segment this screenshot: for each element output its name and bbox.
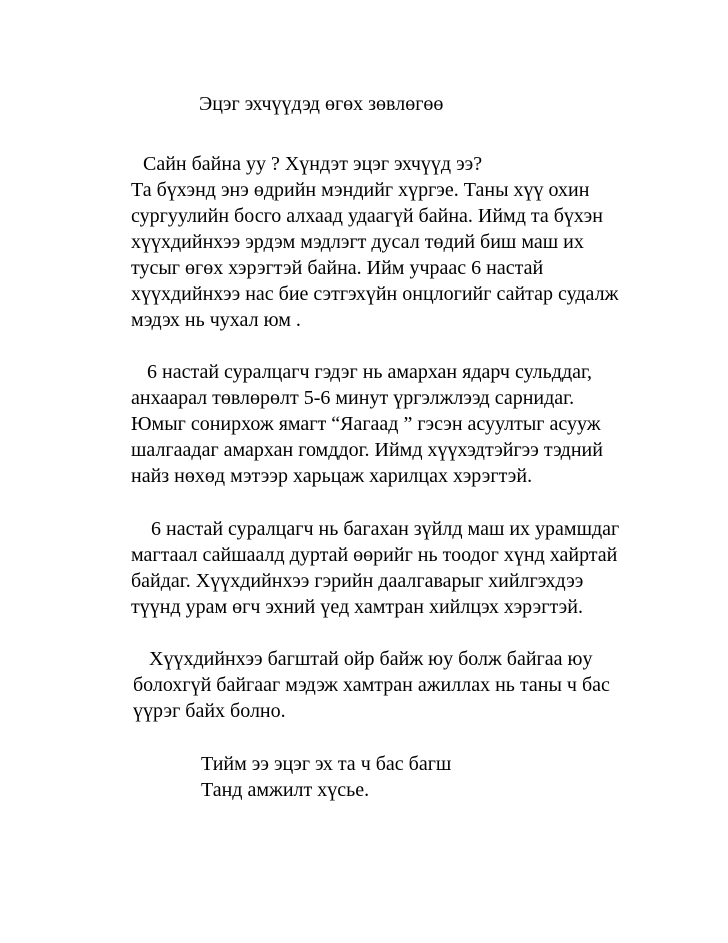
paragraph-line: байдаг. Хүүхдийнхээ гэрийн даалгаварыг хийлгэхдээ (131, 570, 584, 592)
paragraph-line: мэдэх нь чухал юм . (131, 309, 301, 331)
paragraph-line: Та бүхэнд энэ өдрийн мэндийг хүргэе. Таны хүү охин (131, 179, 590, 201)
paragraph-line: Юмыг сонирхож ямагт “Яагаад ” гэсэн асуултыг асууж (131, 413, 601, 435)
document-title: Эцэг эхчүүдэд өгөх зөвлөгөө (199, 93, 444, 115)
closing-line: Танд амжилт хүсье. (201, 779, 370, 801)
paragraph-line: үүрэг байх болно. (133, 700, 286, 722)
paragraph-line: сургуулийн босго алхаад удаагүй байна. Иймд та бүхэн (131, 205, 603, 227)
paragraph-line: 6 настай суралцагч нь багахан зүйлд маш их урамшдаг (151, 518, 620, 540)
paragraph-line: шалгаадаг амархан гомддог. Иймд хүүхэдтэйгээ тэдний (131, 439, 603, 461)
paragraph-line: болохгүй байгааг мэдэж хамтран ажиллах нь таны ч бас (133, 674, 610, 696)
paragraph-line: Сайн байна уу ? Хүндэт эцэг эхчүүд ээ? (143, 153, 483, 175)
paragraph-line: 6 настай суралцагч гэдэг нь амархан ядарч сульддаг, (147, 361, 592, 383)
paragraph-line: хүүхдийнхээ эрдэм мэдлэгт дусал төдий биш маш их (131, 231, 584, 253)
paragraph-line: магтаал сайшаалд дуртай өөрийг нь тоодог хүнд хайртай (131, 544, 618, 566)
paragraph-line: хүүхдийнхээ нас бие сэтгэхүйн онцлогийг сайтар судалж (131, 283, 619, 305)
paragraph-line: түүнд урам өгч эхний үед хамтран хийлцэх хэрэгтэй. (131, 596, 583, 618)
paragraph-line: анхаарал төвлөрөлт 5-6 минут үргэлжлээд сарнидаг. (131, 387, 575, 409)
paragraph-line: найз нөхөд мэтээр харьцаж харилцах хэрэгтэй. (131, 465, 533, 487)
closing-line: Тийм ээ эцэг эх та ч бас багш (201, 753, 452, 775)
paragraph-line: Хүүхдийнхээ багштай ойр байж юу болж байгаа юу (149, 648, 593, 670)
paragraph-line: тусыг өгөх хэрэгтэй байна. Ийм учраас 6 настай (131, 257, 544, 279)
